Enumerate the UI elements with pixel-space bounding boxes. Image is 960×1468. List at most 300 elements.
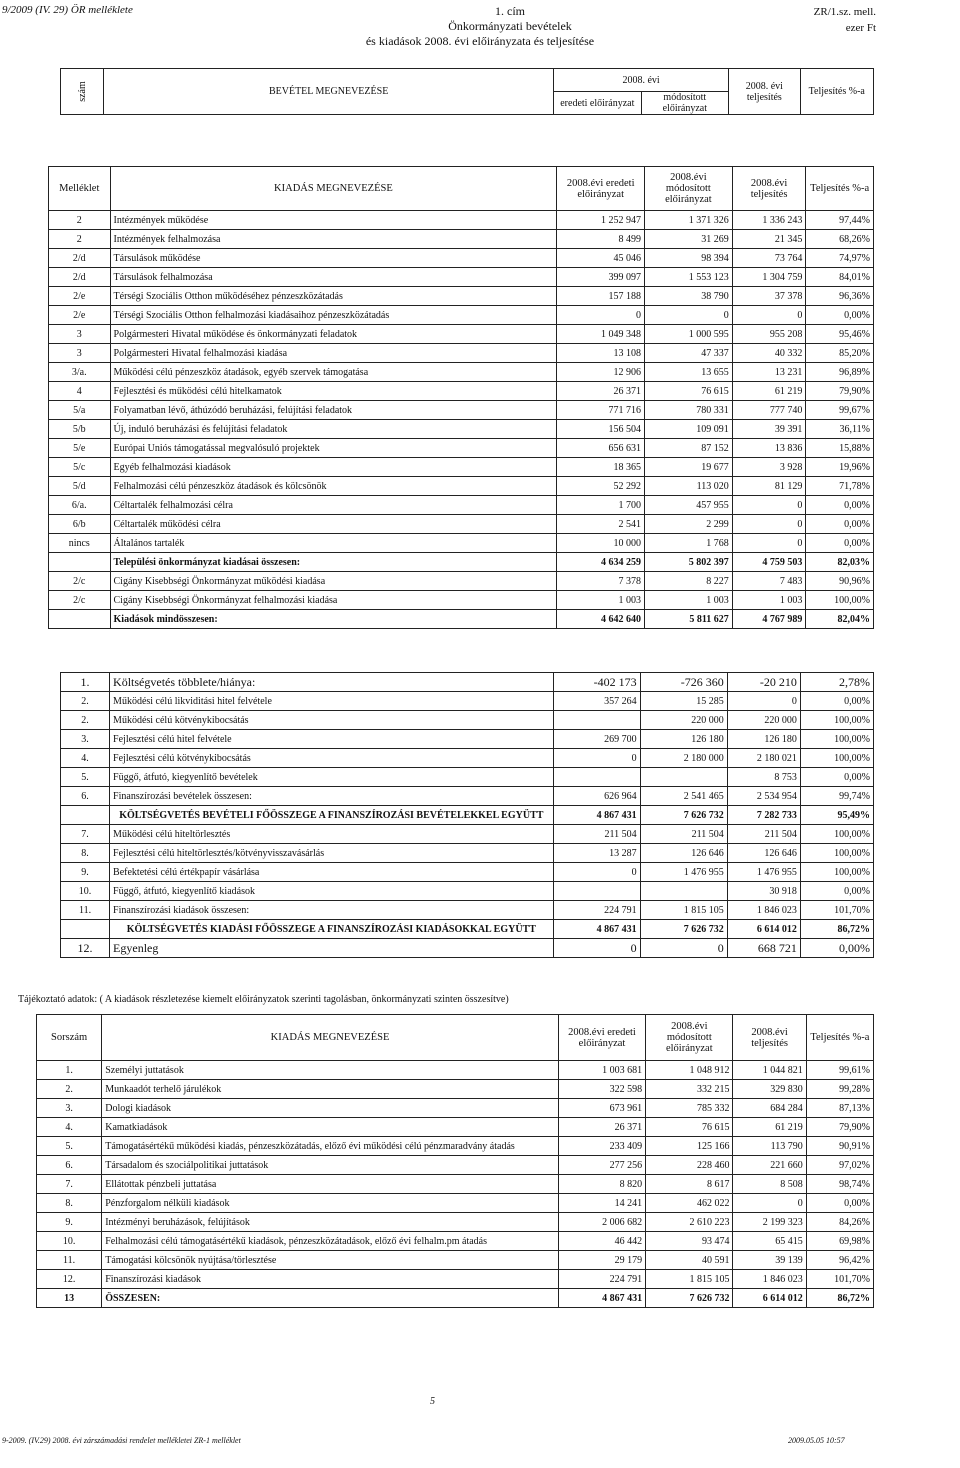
melleklet-code: 6/b [49,515,111,534]
table-row [49,287,874,306]
modositott-value: 1 815 105 [640,901,727,920]
row-number: 8. [37,1194,102,1213]
teljesites-value: 0 [727,692,800,711]
teljesites-value: 113 790 [733,1137,806,1156]
row-number: 4. [37,1118,102,1137]
table-row [37,1289,874,1308]
eredeti-value: 8 820 [558,1175,645,1194]
row-number: 12. [61,939,110,958]
table-row [37,1194,874,1213]
eredeti-value: 224 791 [558,1270,645,1289]
modositott-value: 31 269 [645,230,733,249]
table-row [49,230,874,249]
teljesites-value: 0 [732,496,806,515]
table-row [49,591,874,610]
row-number: 2. [37,1080,102,1099]
teljesites-value: 2 180 021 [727,749,800,768]
table-row [37,1080,874,1099]
pct-value: 74,97% [806,249,874,268]
eredeti-value: 4 867 431 [553,920,640,939]
row-number: 11. [61,901,110,920]
row-number: 9. [61,863,110,882]
pct-value: 0,00% [806,534,874,553]
modositott-value: 457 955 [645,496,733,515]
modositott-value: 2 610 223 [646,1213,733,1232]
modositott-value: 1 476 955 [640,863,727,882]
row-number: 1. [61,673,110,692]
teljesites-value: 211 504 [727,825,800,844]
pct-value: 99,28% [806,1080,873,1099]
melleklet-code: 5/a [49,401,111,420]
table-row [61,844,874,863]
row-label: Folyamatban lévő, áthúzódó beruházási, felújítási feladatok [110,401,557,420]
melleklet-code: 5/e [49,439,111,458]
col-teljesites: 2008.évi teljesítés [732,167,806,211]
melleklet-code: 3 [49,344,111,363]
eredeti-value: 0 [553,749,640,768]
modositott-value: 40 591 [646,1251,733,1270]
header-ref: ZR/1.sz. mell. [813,6,876,18]
pct-value: 0,00% [806,1194,873,1213]
row-number: 3. [37,1099,102,1118]
teljesites-value: 4 759 503 [732,553,806,572]
row-label: Fejlesztési célú hitel felvétele [110,730,554,749]
modositott-value: 109 091 [645,420,733,439]
row-number: 1. [37,1061,102,1080]
table-row [37,1099,874,1118]
modositott-value: 1 553 123 [645,268,733,287]
teljesites-value: 61 219 [732,382,806,401]
modositott-value: 126 646 [640,844,727,863]
modositott-value: 2 299 [645,515,733,534]
melleklet-code: 2 [49,211,111,230]
table-row [61,768,874,787]
header-title-3: és kiadások 2008. évi előirányzata és teljesítése [365,34,595,48]
col-info-name: KIADÁS MEGNEVEZÉSE [102,1015,559,1061]
teljesites-value: 1 476 955 [727,863,800,882]
row-number: 5. [61,768,110,787]
col-kiadas-name: KIADÁS MEGNEVEZÉSE [110,167,557,211]
table-row [49,249,874,268]
row-label: Céltartalék felhalmozási célra [110,496,557,515]
pct-value: 95,49% [800,806,873,825]
row-label: Társadalom és szociálpolitikai juttatások [102,1156,559,1175]
teljesites-value: 1 336 243 [732,211,806,230]
pct-value: 97,44% [806,211,874,230]
table-row [61,806,874,825]
modositott-value: 125 166 [646,1137,733,1156]
melleklet-code: 5/d [49,477,111,496]
teljesites-value: 39 139 [733,1251,806,1270]
row-label: Munkaadót terhelő járulékok [102,1080,559,1099]
table-row [61,863,874,882]
pct-value: 100,00% [800,825,873,844]
row-label: Finanszírozási kiadások [102,1270,559,1289]
row-label: Intézmények felhalmozása [110,230,557,249]
pct-value: 0,00% [806,306,874,325]
row-label: Személyi juttatások [102,1061,559,1080]
pct-value: 90,96% [806,572,874,591]
eredeti-value: 0 [557,306,645,325]
eredeti-value: 1 003 [557,591,645,610]
teljesites-value: 955 208 [732,325,806,344]
pct-value: 84,01% [806,268,874,287]
eredeti-value: 4 867 431 [558,1289,645,1308]
row-number: 4. [61,749,110,768]
pct-value: 100,00% [800,863,873,882]
row-number: 2. [61,692,110,711]
row-label: Egyéb felhalmozási kiadások [110,458,557,477]
melleklet-code: 2 [49,230,111,249]
teljesites-value: 221 660 [733,1156,806,1175]
row-label: Új, induló beruházási és felújítási feladatok [110,420,557,439]
col-teljesites: 2008.évi teljesítés [733,1015,806,1061]
table-row [49,534,874,553]
teljesites-value: 220 000 [727,711,800,730]
teljesites-value: 65 415 [733,1232,806,1251]
modositott-value [640,768,727,787]
row-label: Dologi kiadások [102,1099,559,1118]
modositott-value: 462 022 [646,1194,733,1213]
teljesites-value: 7 282 733 [727,806,800,825]
row-number: 3. [61,730,110,749]
row-number [61,806,110,825]
col-melleklet: Melléklet [49,167,111,211]
table-row [49,382,874,401]
modositott-value: 1 003 [645,591,733,610]
row-label: Cigány Kisebbségi Önkormányzat működési kiadása [110,572,557,591]
teljesites-value: 1 003 [732,591,806,610]
row-label: Felhalmozási célú támogatásértékű kiadások, pénzeszközátadások, előző évi felhalm.pm átadás [102,1232,559,1251]
table-row [37,1156,874,1175]
table-row [49,420,874,439]
row-label: Pénzforgalom nélküli kiadások [102,1194,559,1213]
eredeti-value: 1 003 681 [558,1061,645,1080]
modositott-value: 113 020 [645,477,733,496]
eredeti-value: 322 598 [558,1080,645,1099]
table-row [61,749,874,768]
eredeti-value: 26 371 [557,382,645,401]
row-label: Általános tartalék [110,534,557,553]
teljesites-value: 777 740 [732,401,806,420]
modositott-value: 76 615 [646,1118,733,1137]
header-title-1: 1. cím [495,4,525,18]
eredeti-value: 13 287 [553,844,640,863]
modositott-value: 1 000 595 [645,325,733,344]
col-eredeti: 2008.évi eredeti előirányzat [558,1015,645,1061]
eredeti-value: 46 442 [558,1232,645,1251]
col-modositott: 2008.évi módosított előirányzat [646,1015,733,1061]
eredeti-value: 2 541 [557,515,645,534]
table-row [49,515,874,534]
teljesites-value: 61 219 [733,1118,806,1137]
teljesites-value: 81 129 [732,477,806,496]
row-label: Kiadások mindösszesen: [110,610,557,629]
row-label: Cigány Kisebbségi Önkormányzat felhalmozási kiadása [110,591,557,610]
row-label: KÖLTSÉGVETÉS KIADÁSI FŐÖSSZEGE A FINANSZÍROZÁSI KIADÁSOKKAL EGYÜTT [110,920,554,939]
modositott-value: 7 626 732 [646,1289,733,1308]
table-row [49,211,874,230]
row-label: Működési célú likviditási hitel felvétele [110,692,554,711]
eredeti-value: 4 642 640 [557,610,645,629]
table-row [37,1118,874,1137]
table-row [49,477,874,496]
table-row [61,673,874,692]
modositott-value: 47 337 [645,344,733,363]
header-center [365,4,620,49]
teljesites-value: 1 044 821 [733,1061,806,1080]
pct-value: 100,00% [800,749,873,768]
table-row [61,711,874,730]
teljesites-value: 3 928 [732,458,806,477]
pct-value: 99,67% [806,401,874,420]
table-row [49,496,874,515]
teljesites-value: 1 304 759 [732,268,806,287]
col-szam: szám [61,69,104,115]
eredeti-value: 626 964 [553,787,640,806]
eredeti-value: 656 631 [557,439,645,458]
pct-value: 84,26% [806,1213,873,1232]
teljesites-value: 73 764 [732,249,806,268]
row-label: Egyenleg [110,939,554,958]
table-row [61,825,874,844]
pct-value: 86,72% [806,1289,873,1308]
eredeti-value: 10 000 [557,534,645,553]
melleklet-code [49,610,111,629]
melleklet-code: 2/e [49,287,111,306]
pct-value: 100,00% [806,591,874,610]
melleklet-code: 2/c [49,572,111,591]
table-row [49,553,874,572]
teljesites-value: 13 231 [732,363,806,382]
pct-value: 97,02% [806,1156,873,1175]
pct-value: 0,00% [806,515,874,534]
modositott-value: 87 152 [645,439,733,458]
header-right [814,4,876,36]
pct-value: 0,00% [806,496,874,515]
eredeti-value: 269 700 [553,730,640,749]
modositott-value: 0 [640,939,727,958]
eredeti-value: 156 504 [557,420,645,439]
modositott-value: 8 617 [646,1175,733,1194]
pct-value: 0,00% [800,882,873,901]
teljesites-value: -20 210 [727,673,800,692]
teljesites-value: 4 767 989 [732,610,806,629]
eredeti-value: 8 499 [557,230,645,249]
eredeti-value [553,882,640,901]
table-row [37,1175,874,1194]
eredeti-value: 673 961 [558,1099,645,1118]
teljesites-value: 0 [732,515,806,534]
row-label: Fejlesztési célú kötvénykibocsátás [110,749,554,768]
financing-table [60,672,874,958]
table-row [61,901,874,920]
row-label: Céltartalék működési célra [110,515,557,534]
eredeti-value: 2 006 682 [558,1213,645,1232]
eredeti-value: 13 108 [557,344,645,363]
modositott-value: 19 677 [645,458,733,477]
teljesites-value: 8 753 [727,768,800,787]
footer-left: 9-2009. (IV.29) 2008. évi zárszámadási rendelet mellékletei ZR-1 melléklet [2,1436,241,1445]
modositott-value: 7 626 732 [640,920,727,939]
eredeti-value: 4 634 259 [557,553,645,572]
pct-value: 96,36% [806,287,874,306]
table-row [61,787,874,806]
table-row [49,439,874,458]
pct-value: 99,61% [806,1061,873,1080]
teljesites-value: 39 391 [732,420,806,439]
modositott-value: 211 504 [640,825,727,844]
row-label: Támogatásértékű működési kiadás, pénzeszközátadás, előző évi működési célú pénzmaradvány átadás [102,1137,559,1156]
row-label: Társulások működése [110,249,557,268]
info-note: Tájékoztató adatok: ( A kiadások részletezése kiemelt előirányzatok szerinti tagolásban, önkormányzati szinten összesítve) [18,994,509,1005]
modositott-value: 93 474 [646,1232,733,1251]
col-sorszam: Sorszám [37,1015,102,1061]
row-label: Felhalmozási célú pénzeszköz átadások és kölcsönök [110,477,557,496]
table-row [49,610,874,629]
header-unit: ezer Ft [845,22,876,34]
eredeti-value: 7 378 [557,572,645,591]
teljesites-value: 6 614 012 [727,920,800,939]
pct-value: 101,70% [800,901,873,920]
eredeti-value: -402 173 [553,673,640,692]
teljesites-value: 8 508 [733,1175,806,1194]
modositott-value: 5 802 397 [645,553,733,572]
teljesites-value: 126 646 [727,844,800,863]
row-label: Fejlesztési célú hiteltörlesztés/kötvényvisszavásárlás [110,844,554,863]
melleklet-code: nincs [49,534,111,553]
col-eredeti: eredeti előirányzat [554,92,642,115]
teljesites-value: 0 [733,1194,806,1213]
pct-value: 96,89% [806,363,874,382]
col-eredeti: 2008.évi eredeti előirányzat [557,167,645,211]
col-pct: Teljesítés %-a [800,69,873,115]
modositott-value: 13 655 [645,363,733,382]
pct-value: 90,91% [806,1137,873,1156]
row-label: Térségi Szociális Otthon felhalmozási kiadásaihoz pénzeszközátadás [110,306,557,325]
melleklet-code: 6/a. [49,496,111,515]
col-pct: Teljesítés %-a [806,167,874,211]
row-label: Költségvetés többlete/hiánya: [110,673,554,692]
melleklet-code: 5/c [49,458,111,477]
table-row [37,1213,874,1232]
teljesites-value: 40 332 [732,344,806,363]
row-label: Intézményi beruházások, felújítások [102,1213,559,1232]
eredeti-value: 277 256 [558,1156,645,1175]
row-label: Függő, átfutó, kiegyenlítő bevételek [110,768,554,787]
col-modositott: 2008.évi módosított előirányzat [645,167,733,211]
eredeti-value: 14 241 [558,1194,645,1213]
row-number: 2. [61,711,110,730]
eredeti-value: 12 906 [557,363,645,382]
modositott-value: 1 048 912 [646,1061,733,1080]
teljesites-value: 2 534 954 [727,787,800,806]
row-label: Intézmények működése [110,211,557,230]
eredeti-value: 771 716 [557,401,645,420]
modositott-value: 0 [645,306,733,325]
teljesites-value: 2 199 323 [733,1213,806,1232]
modositott-value: 126 180 [640,730,727,749]
eredeti-value [553,711,640,730]
row-label: Finanszírozási kiadások összesen: [110,901,554,920]
row-number: 10. [37,1232,102,1251]
teljesites-value: 0 [732,306,806,325]
teljesites-value: 30 918 [727,882,800,901]
row-label: Finanszírozási bevételek összesen: [110,787,554,806]
table-row [37,1270,874,1289]
teljesites-value: 0 [732,534,806,553]
teljesites-value: 21 345 [732,230,806,249]
row-number: 12. [37,1270,102,1289]
table-row [61,730,874,749]
pct-value: 100,00% [800,730,873,749]
modositott-value: 332 215 [646,1080,733,1099]
eredeti-value: 357 264 [553,692,640,711]
row-number: 13 [37,1289,102,1308]
table-row [49,401,874,420]
row-label: Működési célú kötvénykibocsátás [110,711,554,730]
table-row [61,882,874,901]
eredeti-value: 26 371 [558,1118,645,1137]
row-number: 5. [37,1137,102,1156]
table-row [49,572,874,591]
row-label: Támogatási kölcsönök nyújtása/törlesztése [102,1251,559,1270]
eredeti-value: 45 046 [557,249,645,268]
row-number: 10. [61,882,110,901]
header-left: 9/2009 (IV. 29) ÖR melléklete [2,4,133,16]
table-row [37,1251,874,1270]
row-label: KÖLTSÉGVETÉS BEVÉTELI FŐÖSSZEGE A FINANSZÍROZÁSI BEVÉTELEKKEL EGYÜTT [110,806,554,825]
modositott-value: -726 360 [640,673,727,692]
modositott-value: 228 460 [646,1156,733,1175]
modositott-value: 8 227 [645,572,733,591]
row-label: Működési célú pénzeszköz átadások, egyéb szervek támogatása [110,363,557,382]
teljesites-value: 1 846 023 [733,1270,806,1289]
table-row [49,306,874,325]
col-bevetel: BEVÉTEL MEGNEVEZÉSE [104,69,554,115]
pct-value: 0,00% [800,768,873,787]
teljesites-value: 13 836 [732,439,806,458]
teljesites-value: 1 846 023 [727,901,800,920]
pct-value: 85,20% [806,344,874,363]
modositott-value: 98 394 [645,249,733,268]
teljesites-value: 684 284 [733,1099,806,1118]
table-row [49,344,874,363]
table-row [61,920,874,939]
modositott-value [640,882,727,901]
eredeti-value: 211 504 [553,825,640,844]
pct-value: 82,03% [806,553,874,572]
pct-value: 36,11% [806,420,874,439]
row-number: 7. [61,825,110,844]
pct-value: 15,88% [806,439,874,458]
pct-value: 79,90% [806,1118,873,1137]
pct-value: 98,74% [806,1175,873,1194]
eredeti-value: 233 409 [558,1137,645,1156]
modositott-value: 76 615 [645,382,733,401]
melleklet-code [49,553,111,572]
row-label: Kamatkiadások [102,1118,559,1137]
pct-value: 71,78% [806,477,874,496]
modositott-value: 1 768 [645,534,733,553]
table-row [61,692,874,711]
table-row [49,458,874,477]
row-label: Működési célú hiteltörlesztés [110,825,554,844]
modositott-value: 2 541 465 [640,787,727,806]
modositott-value: 5 811 627 [645,610,733,629]
teljesites-value: 126 180 [727,730,800,749]
row-number [61,920,110,939]
